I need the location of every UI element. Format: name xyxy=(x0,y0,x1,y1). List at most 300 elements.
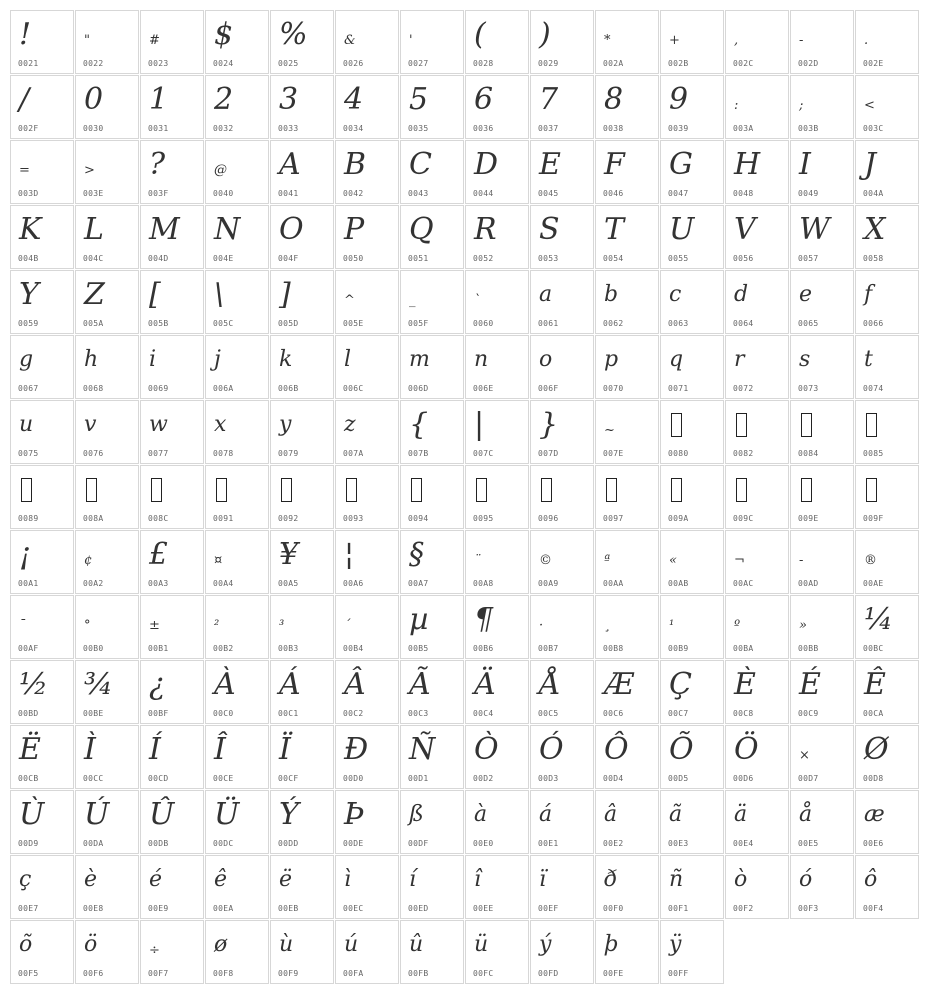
glyph-cell xyxy=(75,660,139,724)
glyph-sample: j xyxy=(214,347,220,372)
glyph-sample: Ê xyxy=(864,667,885,702)
glyph-sample: § xyxy=(409,537,423,572)
glyph-sample: õ xyxy=(19,932,32,957)
glyph-cell xyxy=(270,920,334,984)
glyph-code-label: 00F5 xyxy=(18,969,39,978)
glyph-sample: ¶ xyxy=(474,602,493,637)
glyph-code-label: 00CE xyxy=(213,774,234,783)
glyph-sample: J xyxy=(864,147,876,182)
glyph-cell xyxy=(75,270,139,334)
glyph-cell xyxy=(205,75,269,139)
glyph-code-label: 0063 xyxy=(668,319,689,328)
glyph-code-label: 006B xyxy=(278,384,299,393)
glyph-code-label: 0025 xyxy=(278,59,299,68)
glyph-code-label: 0027 xyxy=(408,59,429,68)
glyph-code-label: 0045 xyxy=(538,189,559,198)
glyph-sample: ä xyxy=(734,802,747,827)
glyph-code-label: 00EF xyxy=(538,904,559,913)
glyph-cell xyxy=(205,205,269,269)
glyph-cell xyxy=(10,530,74,594)
glyph-sample: Ï xyxy=(279,732,290,767)
glyph-code-label: 008A xyxy=(83,514,104,523)
glyph-code-label: 009C xyxy=(733,514,754,523)
glyph-code-label: 0056 xyxy=(733,254,754,263)
glyph-sample: Ë xyxy=(19,732,40,767)
glyph-code-label: 009A xyxy=(668,514,689,523)
glyph-cell xyxy=(10,400,74,464)
glyph-cell xyxy=(855,660,919,724)
glyph-cell xyxy=(335,400,399,464)
glyph-cell xyxy=(140,595,204,659)
glyph-code-label: 0052 xyxy=(473,254,494,263)
glyph-cell xyxy=(790,855,854,919)
glyph-code-label: 0022 xyxy=(83,59,104,68)
glyph-cell xyxy=(335,530,399,594)
glyph-code-label: 008C xyxy=(148,514,169,523)
missing-glyph-box xyxy=(866,478,877,502)
glyph-code-label: 0085 xyxy=(863,449,884,458)
glyph-sample: P xyxy=(344,212,364,247)
glyph-code-label: 0092 xyxy=(278,514,299,523)
glyph-code-label: 00C7 xyxy=(668,709,689,718)
glyph-sample: ¼ xyxy=(864,602,893,637)
glyph-sample: Ö xyxy=(734,732,758,767)
glyph-code-label: 00BE xyxy=(83,709,104,718)
glyph-code-label: 00FF xyxy=(668,969,689,978)
glyph-sample: þ xyxy=(604,932,618,957)
glyph-sample: ; xyxy=(799,98,803,113)
glyph-cell xyxy=(790,790,854,854)
glyph-sample: 1 xyxy=(149,82,168,117)
glyph-code-label: 006C xyxy=(343,384,364,393)
glyph-sample: 3 xyxy=(279,82,298,117)
glyph-cell xyxy=(205,725,269,789)
glyph-cell xyxy=(465,595,529,659)
glyph-sample: 0 xyxy=(84,82,103,117)
glyph-sample: y xyxy=(279,412,291,437)
glyph-cell xyxy=(335,75,399,139)
glyph-cell xyxy=(790,530,854,594)
glyph-code-label: 00A7 xyxy=(408,579,429,588)
glyph-sample: L xyxy=(84,212,103,247)
glyph-cell xyxy=(530,270,594,334)
glyph-cell xyxy=(790,595,854,659)
glyph-code-label: 00E5 xyxy=(798,839,819,848)
glyph-code-label: 00B1 xyxy=(148,644,169,653)
glyph-sample: C xyxy=(409,147,431,182)
glyph-cell xyxy=(75,920,139,984)
glyph-code-label: 006E xyxy=(473,384,494,393)
glyph-cell xyxy=(335,205,399,269)
glyph-sample: ã xyxy=(669,802,682,827)
glyph-code-label: 002F xyxy=(18,124,39,133)
glyph-code-label: 00DF xyxy=(408,839,429,848)
glyph-sample: Ü xyxy=(214,797,239,832)
glyph-sample: Ù xyxy=(19,797,44,832)
glyph-sample: Á xyxy=(279,667,300,702)
glyph-code-label: 002A xyxy=(603,59,624,68)
glyph-sample: N xyxy=(214,212,240,247)
glyph-sample: & xyxy=(344,33,355,48)
glyph-sample: ( xyxy=(474,17,485,52)
glyph-code-label: 00D6 xyxy=(733,774,754,783)
glyph-cell xyxy=(400,335,464,399)
glyph-code-label: 00C5 xyxy=(538,709,559,718)
glyph-code-label: 0066 xyxy=(863,319,884,328)
glyph-cell xyxy=(790,725,854,789)
glyph-sample: 7 xyxy=(539,82,558,117)
glyph-cell xyxy=(10,205,74,269)
glyph-cell xyxy=(465,10,529,74)
glyph-sample: ½ xyxy=(19,667,48,702)
glyph-cell xyxy=(660,205,724,269)
glyph-sample: t xyxy=(864,347,872,372)
glyph-sample: r xyxy=(734,347,744,372)
glyph-code-label: 00F9 xyxy=(278,969,299,978)
glyph-sample: ë xyxy=(279,867,292,892)
glyph-cell xyxy=(725,205,789,269)
glyph-cell xyxy=(10,335,74,399)
glyph-code-label: 0093 xyxy=(343,514,364,523)
glyph-cell xyxy=(855,75,919,139)
glyph-sample: v xyxy=(84,412,96,437)
glyph-cell xyxy=(75,595,139,659)
glyph-sample: ù xyxy=(279,932,293,957)
glyph-cell xyxy=(725,725,789,789)
glyph-code-label: 0071 xyxy=(668,384,689,393)
glyph-sample: Û xyxy=(149,797,174,832)
glyph-cell xyxy=(465,530,529,594)
glyph-sample: ö xyxy=(84,932,97,957)
glyph-cell xyxy=(595,75,659,139)
glyph-code-label: 0058 xyxy=(863,254,884,263)
glyph-cell xyxy=(530,595,594,659)
glyph-cell xyxy=(75,855,139,919)
glyph-code-label: 00AD xyxy=(798,579,819,588)
glyph-cell xyxy=(660,530,724,594)
glyph-cell xyxy=(140,75,204,139)
glyph-sample: à xyxy=(474,802,487,827)
glyph-code-label: 00BA xyxy=(733,644,754,653)
glyph-sample: f xyxy=(864,282,872,307)
glyph-code-label: 00A5 xyxy=(278,579,299,588)
glyph-sample: # xyxy=(149,33,159,48)
glyph-code-label: 00F4 xyxy=(863,904,884,913)
glyph-cell xyxy=(855,10,919,74)
glyph-code-label: 00DD xyxy=(278,839,299,848)
glyph-sample: h xyxy=(84,347,98,372)
glyph-sample: ç xyxy=(19,867,31,892)
glyph-code-label: 00FA xyxy=(343,969,364,978)
glyph-code-label: 00D5 xyxy=(668,774,689,783)
glyph-cell xyxy=(270,465,334,529)
glyph-sample: ü xyxy=(474,932,488,957)
glyph-cell xyxy=(335,10,399,74)
glyph-sample: ´ xyxy=(344,618,350,633)
glyph-sample: ` xyxy=(474,293,480,308)
glyph-cell xyxy=(595,920,659,984)
glyph-code-label: 00E4 xyxy=(733,839,754,848)
glyph-code-label: 00FC xyxy=(473,969,494,978)
glyph-cell xyxy=(530,855,594,919)
missing-glyph-box xyxy=(671,478,682,502)
glyph-sample: Ð xyxy=(344,732,368,767)
glyph-cell xyxy=(10,855,74,919)
glyph-cell xyxy=(270,595,334,659)
glyph-code-label: 00AA xyxy=(603,579,624,588)
glyph-cell xyxy=(270,75,334,139)
glyph-code-label: 00EC xyxy=(343,904,364,913)
glyph-cell xyxy=(270,270,334,334)
glyph-sample: Ñ xyxy=(409,732,435,767)
glyph-cell xyxy=(465,725,529,789)
glyph-sample: ! xyxy=(19,17,31,52)
glyph-cell xyxy=(205,660,269,724)
missing-glyph-box xyxy=(216,478,227,502)
glyph-cell xyxy=(595,400,659,464)
glyph-code-label: 006A xyxy=(213,384,234,393)
glyph-code-label: 0069 xyxy=(148,384,169,393)
glyph-code-label: 00E6 xyxy=(863,839,884,848)
glyph-sample: ¡ xyxy=(19,537,31,572)
glyph-cell xyxy=(530,790,594,854)
glyph-cell xyxy=(855,790,919,854)
glyph-code-label: 00C6 xyxy=(603,709,624,718)
glyph-sample: ¥ xyxy=(279,537,298,572)
glyph-cell xyxy=(530,530,594,594)
glyph-code-label: 004A xyxy=(863,189,884,198)
glyph-code-label: 00B7 xyxy=(538,644,559,653)
glyph-code-label: 0051 xyxy=(408,254,429,263)
glyph-code-label: 002B xyxy=(668,59,689,68)
glyph-sample: U xyxy=(669,212,694,247)
glyph-cell xyxy=(10,595,74,659)
glyph-cell xyxy=(75,10,139,74)
glyph-code-label: 00D3 xyxy=(538,774,559,783)
glyph-code-label: 00AC xyxy=(733,579,754,588)
glyph-sample: ³ xyxy=(279,618,284,633)
glyph-cell xyxy=(205,855,269,919)
glyph-code-label: 0034 xyxy=(343,124,364,133)
glyph-sample: Z xyxy=(84,277,104,312)
glyph-sample: × xyxy=(799,748,809,763)
glyph-cell xyxy=(270,335,334,399)
glyph-sample: K xyxy=(19,212,41,247)
glyph-cell xyxy=(660,75,724,139)
glyph-sample: í xyxy=(409,867,416,892)
glyph-cell xyxy=(335,335,399,399)
glyph-sample: s xyxy=(799,347,810,372)
glyph-code-label: 0070 xyxy=(603,384,624,393)
glyph-cell xyxy=(205,270,269,334)
glyph-cell xyxy=(660,335,724,399)
glyph-sample: â xyxy=(604,802,617,827)
glyph-code-label: 0062 xyxy=(603,319,624,328)
glyph-cell xyxy=(725,400,789,464)
glyph-code-label: 00D4 xyxy=(603,774,624,783)
glyph-cell xyxy=(205,465,269,529)
glyph-sample: Ø xyxy=(864,732,888,767)
glyph-cell xyxy=(270,725,334,789)
glyph-cell xyxy=(790,465,854,529)
glyph-cell xyxy=(205,140,269,204)
glyph-code-label: 0044 xyxy=(473,189,494,198)
glyph-code-label: 0059 xyxy=(18,319,39,328)
glyph-sample: » xyxy=(799,618,806,633)
glyph-cell xyxy=(530,140,594,204)
glyph-sample: ¬ xyxy=(734,553,744,568)
glyph-sample: ^ xyxy=(344,293,354,308)
glyph-cell xyxy=(400,790,464,854)
glyph-code-label: 003E xyxy=(83,189,104,198)
glyph-cell xyxy=(725,270,789,334)
glyph-cell xyxy=(595,790,659,854)
glyph-code-label: 00D7 xyxy=(798,774,819,783)
glyph-code-label: 00E9 xyxy=(148,904,169,913)
glyph-sample: 2 xyxy=(214,82,233,117)
glyph-sample: Ì xyxy=(84,732,95,767)
glyph-code-label: 004D xyxy=(148,254,169,263)
glyph-sample: 6 xyxy=(474,82,493,117)
glyph-sample: ì xyxy=(344,867,351,892)
glyph-code-label: 0082 xyxy=(733,449,754,458)
glyph-code-label: 0021 xyxy=(18,59,39,68)
glyph-code-label: 0032 xyxy=(213,124,234,133)
glyph-code-label: 00AE xyxy=(863,579,884,588)
glyph-code-label: 00DA xyxy=(83,839,104,848)
glyph-cell xyxy=(75,465,139,529)
missing-glyph-box xyxy=(411,478,422,502)
glyph-code-label: 00AB xyxy=(668,579,689,588)
glyph-sample: ± xyxy=(149,618,159,633)
glyph-code-label: 00C3 xyxy=(408,709,429,718)
glyph-cell xyxy=(595,140,659,204)
glyph-cell xyxy=(400,465,464,529)
glyph-code-label: 00FE xyxy=(603,969,624,978)
glyph-code-label: 0095 xyxy=(473,514,494,523)
glyph-code-label: 0060 xyxy=(473,319,494,328)
glyph-code-label: 0031 xyxy=(148,124,169,133)
glyph-cell xyxy=(465,920,529,984)
glyph-code-label: 00DC xyxy=(213,839,234,848)
glyph-sample: Ú xyxy=(84,797,109,832)
glyph-sample: } xyxy=(539,407,558,442)
glyph-cell xyxy=(140,140,204,204)
glyph-sample: 4 xyxy=(344,82,363,117)
glyph-code-label: 0048 xyxy=(733,189,754,198)
missing-glyph-box xyxy=(736,478,747,502)
glyph-cell xyxy=(270,205,334,269)
glyph-sample: < xyxy=(864,98,874,113)
glyph-code-label: 0073 xyxy=(798,384,819,393)
glyph-cell xyxy=(465,660,529,724)
glyph-cell xyxy=(10,920,74,984)
glyph-cell xyxy=(335,140,399,204)
glyph-sample: Þ xyxy=(344,797,364,832)
glyph-cell xyxy=(855,335,919,399)
glyph-code-label: 00A6 xyxy=(343,579,364,588)
glyph-sample: B xyxy=(344,147,366,182)
glyph-cell xyxy=(855,595,919,659)
glyph-sample: e xyxy=(799,282,812,307)
glyph-cell xyxy=(335,465,399,529)
glyph-code-label: 00B3 xyxy=(278,644,299,653)
glyph-cell xyxy=(595,465,659,529)
glyph-cell xyxy=(855,270,919,334)
glyph-code-label: 00BF xyxy=(148,709,169,718)
glyph-cell xyxy=(790,270,854,334)
glyph-cell xyxy=(660,400,724,464)
glyph-cell xyxy=(205,790,269,854)
glyph-code-label: 00B2 xyxy=(213,644,234,653)
glyph-sample: Ô xyxy=(604,732,628,767)
glyph-sample: · xyxy=(539,618,543,633)
glyph-cell xyxy=(725,660,789,724)
glyph-cell xyxy=(10,270,74,334)
glyph-sample: ô xyxy=(864,867,877,892)
glyph-code-label: 005F xyxy=(408,319,429,328)
glyph-sample: Ã xyxy=(409,667,430,702)
glyph-sample: / xyxy=(19,82,29,117)
glyph-sample: % xyxy=(279,17,307,52)
glyph-code-label: 0061 xyxy=(538,319,559,328)
glyph-code-label: 00F0 xyxy=(603,904,624,913)
glyph-sample: ¨ xyxy=(474,553,480,568)
glyph-code-label: 005D xyxy=(278,319,299,328)
glyph-sample: ² xyxy=(214,618,219,633)
glyph-cell xyxy=(855,725,919,789)
glyph-sample: ) xyxy=(539,17,550,52)
glyph-sample: @ xyxy=(214,163,226,178)
glyph-cell xyxy=(530,660,594,724)
glyph-cell xyxy=(400,270,464,334)
glyph-cell xyxy=(595,595,659,659)
glyph-sample: Ò xyxy=(474,732,498,767)
glyph-code-label: 007C xyxy=(473,449,494,458)
missing-glyph-box xyxy=(476,478,487,502)
glyph-sample: À xyxy=(214,667,235,702)
glyph-cell xyxy=(270,530,334,594)
glyph-code-label: 0084 xyxy=(798,449,819,458)
glyph-cell xyxy=(465,855,529,919)
glyph-sample: m xyxy=(409,347,429,372)
glyph-cell xyxy=(400,920,464,984)
glyph-cell xyxy=(400,205,464,269)
glyph-sample: _ xyxy=(409,293,415,308)
glyph-code-label: 0076 xyxy=(83,449,104,458)
glyph-sample: a xyxy=(539,282,552,307)
glyph-sample: è xyxy=(84,867,97,892)
glyph-cell xyxy=(75,140,139,204)
glyph-cell xyxy=(595,205,659,269)
glyph-cell xyxy=(140,530,204,594)
glyph-code-label: 007B xyxy=(408,449,429,458)
glyph-cell xyxy=(465,465,529,529)
glyph-code-label: 002D xyxy=(798,59,819,68)
glyph-cell xyxy=(725,465,789,529)
glyph-code-label: 009E xyxy=(798,514,819,523)
glyph-cell xyxy=(270,400,334,464)
missing-glyph-box xyxy=(86,478,97,502)
glyph-code-label: 00CD xyxy=(148,774,169,783)
glyph-sample: ª xyxy=(604,553,610,568)
glyph-code-label: 0072 xyxy=(733,384,754,393)
glyph-code-label: 00CF xyxy=(278,774,299,783)
missing-glyph-box xyxy=(801,478,812,502)
glyph-code-label: 006F xyxy=(538,384,559,393)
glyph-code-label: 0035 xyxy=(408,124,429,133)
glyph-sample: R xyxy=(474,212,496,247)
